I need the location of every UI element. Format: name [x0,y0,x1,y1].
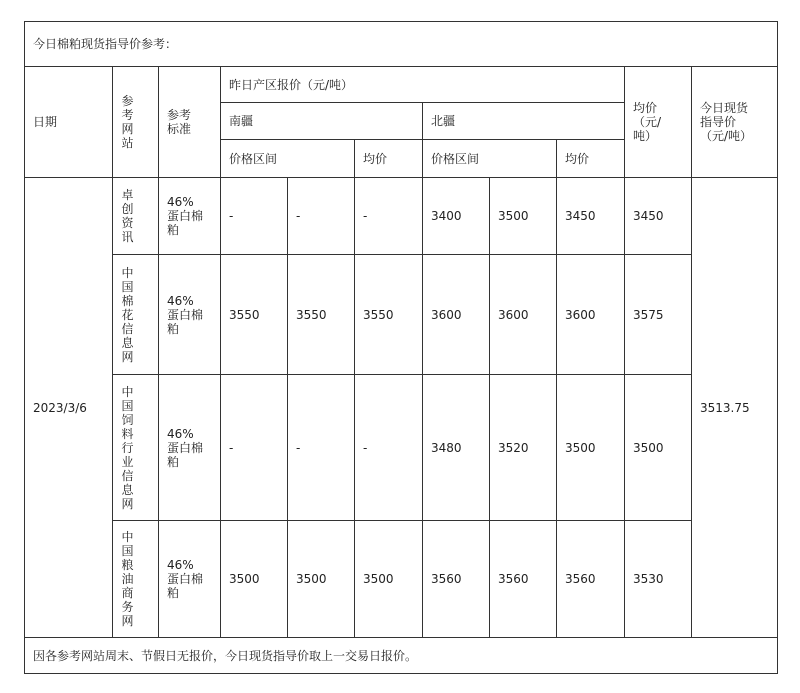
row-avg: 3450 [625,178,692,255]
table-row [25,178,778,255]
header-north-avg: 均价 [557,140,625,178]
row-avg: 3575 [625,255,692,375]
title-row [25,22,778,67]
north-avg: 3560 [557,521,625,638]
south-avg: - [355,178,423,255]
standard-cell [159,255,221,375]
header-guide [692,67,778,178]
south-high: 3500 [288,521,355,638]
site-cell [113,178,159,255]
guide-price-cell: 3513.75 [692,178,778,638]
south-high: 3550 [288,255,355,375]
header-avg-label: 均价（元/吨） [633,101,662,143]
standard-text: 46%蛋白棉粕 [167,293,204,336]
north-low: 3480 [423,375,490,521]
standard-cell [159,178,221,255]
south-high: - [288,375,355,521]
price-reference-table [24,21,778,674]
site-name: 中国粮油商务网 [121,530,134,628]
south-avg: - [355,375,423,521]
header-avg [625,67,692,178]
table-title: 今日棉粕现货指导价参考： [25,22,778,67]
table-row [25,375,778,521]
header-guide-label: 今日现货指导价（元/吨） [700,101,753,143]
header-south-range: 价格区间 [221,140,355,178]
south-low: - [221,178,288,255]
table-row [25,521,778,638]
header-standard [159,67,221,178]
south-low: 3500 [221,521,288,638]
header-north: 北疆 [423,103,625,140]
header-standard-label: 参考标准 [167,108,192,136]
site-cell [113,521,159,638]
north-avg: 3500 [557,375,625,521]
site-name: 中国饲料行业信息网 [121,384,134,511]
standard-text: 46%蛋白棉粕 [167,426,204,469]
north-avg: 3600 [557,255,625,375]
south-avg: 3500 [355,521,423,638]
header-row-1 [25,67,778,103]
north-low: 3600 [423,255,490,375]
date-cell: 2023/3/6 [25,178,113,638]
south-avg: 3550 [355,255,423,375]
north-avg: 3450 [557,178,625,255]
standard-cell [159,375,221,521]
south-low: 3550 [221,255,288,375]
north-high: 3520 [490,375,557,521]
standard-text: 46%蛋白棉粕 [167,195,204,237]
header-site [113,67,159,178]
header-date: 日期 [25,67,113,178]
footnote-row [25,638,778,674]
header-south: 南疆 [221,103,423,140]
header-north-range: 价格区间 [423,140,557,178]
site-cell [113,375,159,521]
north-high: 3500 [490,178,557,255]
table-row [25,255,778,375]
standard-text: 46%蛋白棉粕 [167,558,204,600]
north-low: 3560 [423,521,490,638]
site-name: 卓创资讯 [121,188,134,244]
row-avg: 3530 [625,521,692,638]
south-low: - [221,375,288,521]
header-south-avg: 均价 [355,140,423,178]
site-cell [113,255,159,375]
row-avg: 3500 [625,375,692,521]
north-high: 3560 [490,521,557,638]
footnote: 因各参考网站周末、节假日无报价，今日现货指导价取上一交易日报价。 [25,638,778,674]
header-site-label: 参考网站 [121,94,134,150]
site-name: 中国棉花信息网 [121,265,134,364]
north-low: 3400 [423,178,490,255]
header-yesterday: 昨日产区报价（元/吨） [221,67,625,103]
standard-cell [159,521,221,638]
north-high: 3600 [490,255,557,375]
south-high: - [288,178,355,255]
